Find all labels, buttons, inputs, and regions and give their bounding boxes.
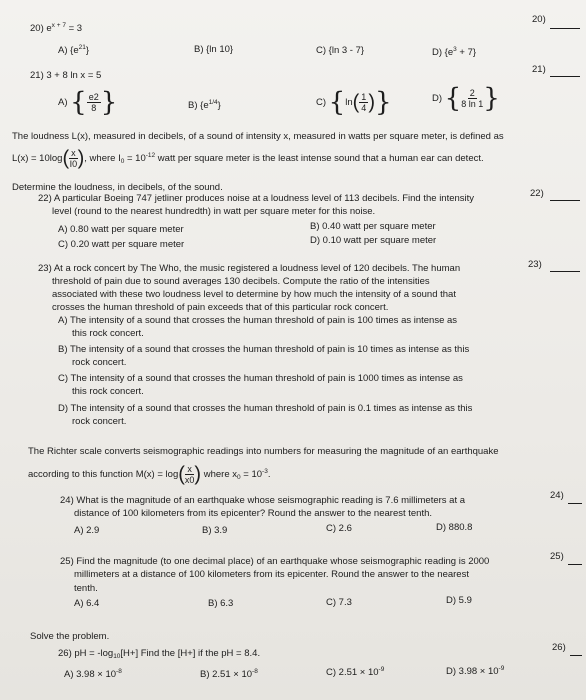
q25-prompt-line3: tenth.	[74, 583, 98, 594]
q21-equation: 21) 3 + 8 ln x = 5	[30, 70, 102, 81]
q21-option-c[interactable]: C) {ln( $\frac{1}{4}$ )}	[316, 87, 392, 118]
q22-option-c[interactable]: C) 0.20 watt per square meter	[58, 239, 185, 250]
q20-option-d[interactable]: D) $\{e^3 + 7\}$	[432, 46, 477, 58]
q22-option-d[interactable]: D) 0.10 watt per square meter	[310, 235, 437, 246]
q21-option-b[interactable]: B) $\{e^{1/4}\}$	[188, 99, 221, 111]
q26-side-number: 26)	[552, 642, 566, 653]
q22-prompt-line2: level (round to the nearest hundredth) in watt per square meter for this noise.	[52, 206, 376, 217]
loudness-definition-line1: The loudness L(x), measured in decibels, of a sound of intensity x, measured in watts per square meter, is defined as	[12, 131, 504, 142]
q22-option-b[interactable]: B) 0.40 watt per square meter	[310, 221, 436, 232]
q24-option-d[interactable]: D) 880.8	[436, 522, 473, 533]
section-instruction: Solve the problem.	[30, 631, 110, 642]
q21-side-number: 21)	[532, 64, 546, 75]
q25-side-number: 25)	[550, 551, 564, 562]
q26-answer-blank[interactable]	[570, 655, 582, 656]
q26-option-c[interactable]: C) $2.51 \times 10^{-9}$	[326, 666, 385, 678]
q23-prompt-line3: associated with these two loudness level to determine by how much the intensity of a sound that	[52, 289, 456, 300]
q23-option-d-cont: rock concert.	[72, 416, 127, 427]
q23-option-b[interactable]: B) The intensity of a sound that crosses the human threshold of pain is 10 times as intense as this	[58, 344, 470, 355]
q23-prompt-line1: 23) At a rock concert by The Who, the music registered a loudness level of 120 decibels. The human	[38, 263, 461, 274]
q24-prompt-line1: 24) What is the magnitude of an earthquake whose seismographic reading is 7.6 millimeters at a	[60, 495, 466, 506]
q23-side-number: 23)	[528, 259, 542, 270]
q24-side-number: 24)	[550, 490, 564, 501]
q24-option-a[interactable]: A) 2.9	[74, 525, 100, 536]
q24-answer-blank[interactable]	[568, 503, 582, 504]
q22-side-number: 22)	[530, 188, 544, 199]
q24-option-b[interactable]: B) 3.9	[202, 525, 228, 536]
q25-prompt-line2: millimeters at a distance of 100 kilometers from its epicenter. Round the answer to the nearest	[74, 569, 469, 580]
richter-formula-line: according to this function M(x) = log( $\frac{x}{x0}$ ) where $x_0 = 10^{-3}$.	[28, 463, 271, 486]
q22-answer-blank[interactable]	[550, 200, 580, 201]
q26-option-d[interactable]: D) $3.98 \times 10^{-9}$	[446, 665, 505, 677]
q20-equation: 20) $e^{x + 7} = 3$	[30, 22, 83, 34]
q25-option-a[interactable]: A) 6.4	[74, 598, 100, 609]
q23-option-c[interactable]: C) The intensity of a sound that crosses the human threshold of pain is 1000 times as intense as	[58, 373, 463, 384]
q23-option-b-cont: rock concert.	[72, 357, 127, 368]
q24-option-c[interactable]: C) 2.6	[326, 523, 352, 534]
q23-option-d[interactable]: D) The intensity of a sound that crosses the human threshold of pain is 0.1 times as intense as this	[58, 403, 473, 414]
q23-option-a[interactable]: A) The intensity of a sound that crosses the human threshold of pain is 100 times as intense as	[58, 315, 458, 326]
q25-prompt-line1: 25) Find the magnitude (to one decimal place) of an earthquake whose seismographic reading is 2000	[60, 556, 490, 567]
q22-prompt-line1: 22) A particular Boeing 747 jetliner produces noise at a loudness level of 113 decibels. Find the intensity	[38, 193, 475, 204]
q20-option-b[interactable]: B) {ln 10}	[194, 44, 234, 55]
q25-option-b[interactable]: B) 6.3	[208, 598, 234, 609]
q25-answer-blank[interactable]	[568, 564, 582, 565]
q21-option-a[interactable]: A) { $\frac{e2}{8}$ }	[58, 87, 118, 118]
q23-prompt-line2: threshold of pain due to sound averages 130 decibels. Compute the ratio of the intensities	[52, 276, 430, 287]
q20-side-number: 20)	[532, 14, 546, 25]
loudness-formula-line: L(x) = 10log( $\frac{x}{I0}$ ), where $I_0 = 10^{-12}$ watt per square meter is the least intense sound that a human ear can detect.	[12, 147, 484, 170]
q23-prompt-line4: crosses the human threshold of pain exceeds that of this particular rock concert.	[52, 302, 389, 313]
q26-option-b[interactable]: B) $2.51 \times 10^{-8}$	[200, 668, 258, 680]
q23-option-a-cont: this rock concert.	[72, 328, 144, 339]
q21-option-d[interactable]: D) { $\frac{2}{8 \ln 1}$ }	[432, 83, 500, 114]
q26-option-a[interactable]: A) $3.98 \times 10^{-8}$	[64, 668, 122, 680]
q25-option-d[interactable]: D) 5.9	[446, 595, 472, 606]
q26-prompt: 26) pH = $-\log_{10}[H+]$ Find the [H+] if the pH = 8.4.	[58, 648, 261, 660]
q23-answer-blank[interactable]	[550, 271, 580, 272]
richter-definition-line1: The Richter scale converts seismographic readings into numbers for measuring the magnitude of an earthquake	[28, 446, 499, 457]
loudness-instruction: Determine the loudness, in decibels, of the sound.	[12, 182, 223, 193]
q20-answer-blank[interactable]	[550, 28, 580, 29]
q20-option-c[interactable]: C) {ln 3 - 7}	[316, 45, 365, 56]
q20-option-a[interactable]: A) $\{e^{21}\}$	[58, 44, 90, 56]
q25-option-c[interactable]: C) 7.3	[326, 597, 352, 608]
q23-option-c-cont: this rock concert.	[72, 386, 144, 397]
q21-answer-blank[interactable]	[550, 76, 580, 77]
q22-option-a[interactable]: A) 0.80 watt per square meter	[58, 224, 184, 235]
q24-prompt-line2: distance of 100 kilometers from its epicenter? Round the answer to the nearest tenth.	[74, 508, 433, 519]
